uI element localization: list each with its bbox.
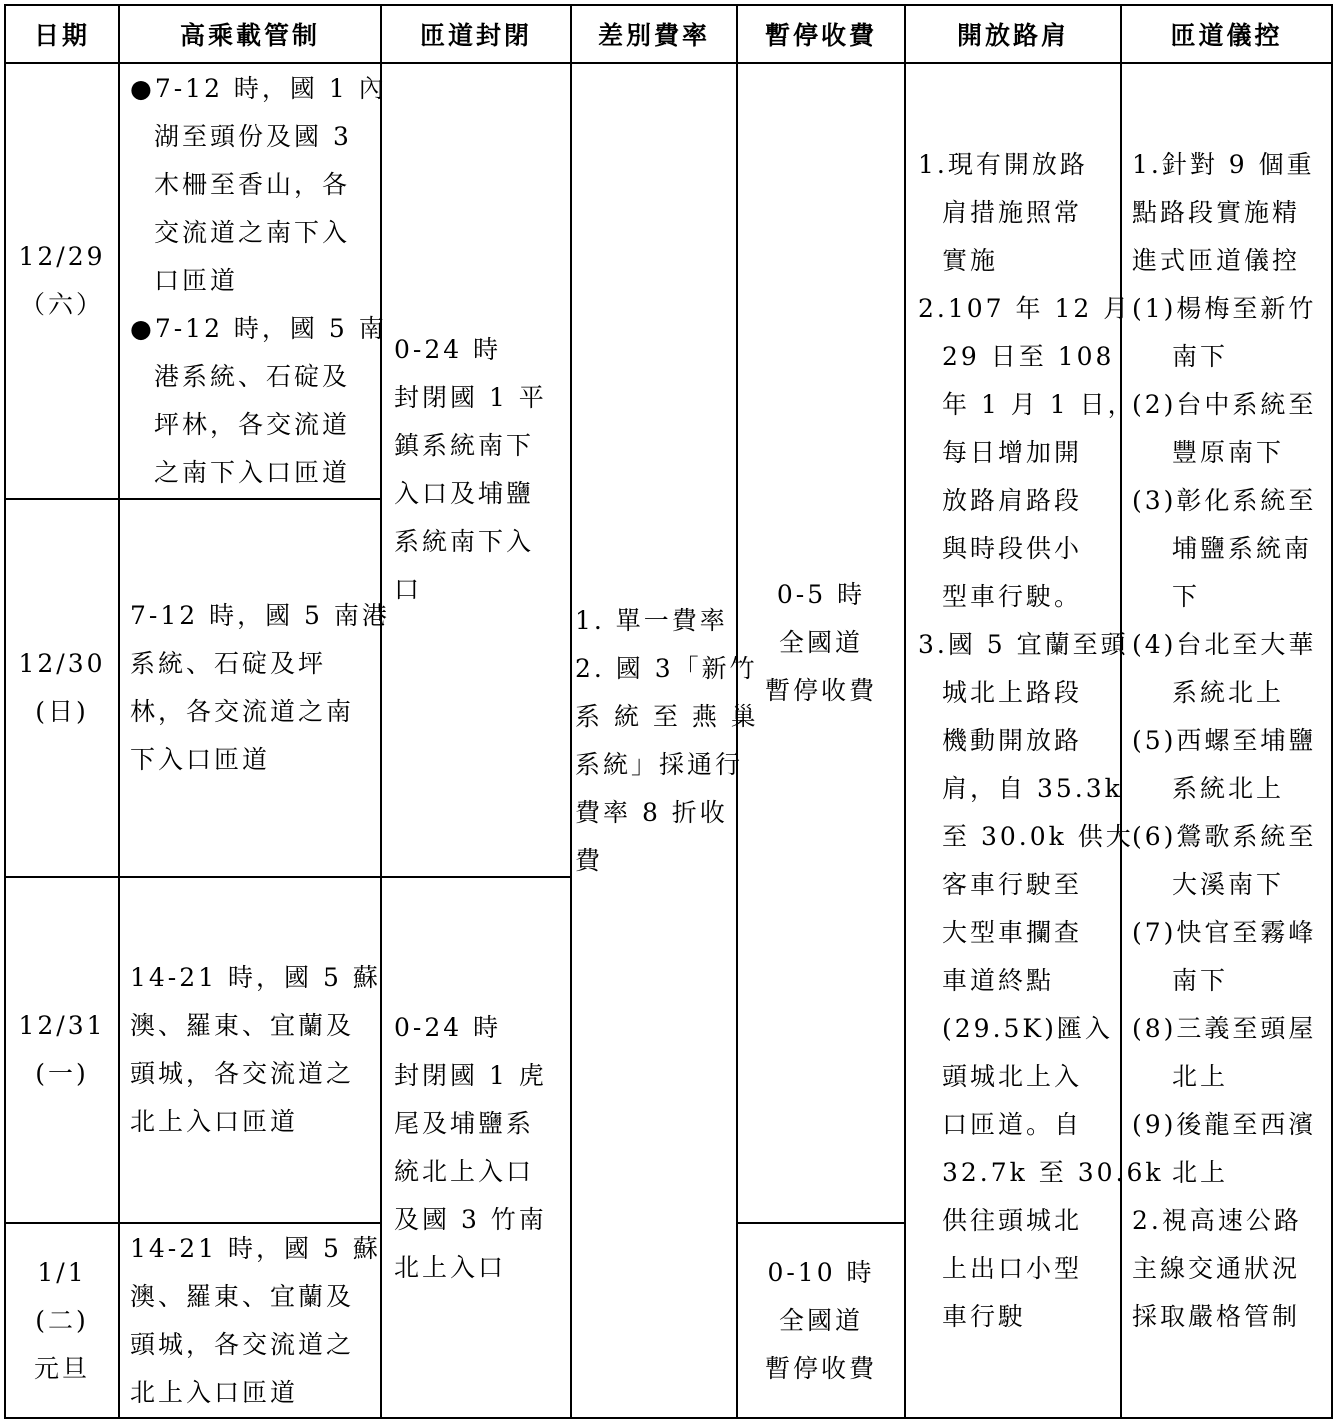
metering-line: (2)台中系統至 — [1132, 389, 1317, 419]
header-row — [5, 5, 1332, 63]
rate-line: 系 統 至 燕 巢 — [575, 701, 759, 731]
rate-line: 系統」採通行 — [575, 749, 744, 779]
rate-line: 費率 8 折收 — [575, 797, 728, 827]
hov-line: 澳、羅東、宜蘭及 — [130, 1281, 355, 1311]
hov-cell-0101 — [119, 1223, 381, 1418]
metering-line: 北上 — [1172, 1061, 1229, 1091]
date-cell-1231 — [5, 877, 119, 1223]
ramp-line: 入口及埔鹽 — [394, 479, 535, 508]
hov-cell-1230 — [119, 499, 390, 877]
weekday-text: (日) — [35, 697, 89, 726]
shoulder-line: 與時段供小 — [942, 533, 1083, 563]
hov-line: 下入口匝道 — [130, 745, 271, 774]
shoulder-line: 1.現有開放路 — [918, 149, 1088, 179]
metering-line: (3)彰化系統至 — [1132, 485, 1317, 515]
shoulder-line: 大型車攔查 — [942, 917, 1083, 947]
header-ramp-metering: 匝道儀控 — [1121, 5, 1332, 63]
hov-line: 交流道之南下入 — [154, 218, 351, 247]
toll-line: 暫停收費 — [764, 1353, 877, 1383]
metering-line: 大溪南下 — [1172, 869, 1285, 899]
header-ramp-closure: 匝道封閉 — [381, 5, 571, 63]
row-1229 — [5, 63, 1332, 499]
rate-line: 費 — [575, 845, 604, 875]
shoulder-line: 機動開放路 — [942, 725, 1083, 755]
metering-line: (4)台北至大華 — [1132, 629, 1317, 659]
shoulder-line: 29 日至 108 — [942, 341, 1115, 371]
holiday-text: 元旦 — [33, 1353, 90, 1383]
shoulder-line: 肩，自 35.3k — [942, 773, 1123, 803]
ramp-line: 統北上入口 — [394, 1156, 535, 1186]
date-text: 12/31 — [18, 1011, 106, 1040]
hov-line: 林，各交流道之南 — [130, 697, 355, 726]
hov-line: 頭城，各交流道之 — [130, 1059, 355, 1088]
shoulder-line: 年 1 月 1 日， — [942, 389, 1136, 419]
shoulder-line: 3.國 5 宜蘭至頭 — [918, 629, 1129, 659]
metering-line: 下 — [1172, 581, 1201, 611]
ramp-closure-cell-1 — [381, 63, 571, 877]
shoulder-line: 2.107 年 12 月 — [918, 293, 1132, 323]
ramp-line: 0-24 時 — [394, 335, 502, 364]
hov-line: 之南下入口匝道 — [154, 458, 351, 487]
hov-cell-1231 — [119, 877, 381, 1223]
toll-line: 暫停收費 — [764, 676, 877, 705]
ramp-line: 尾及埔鹽系 — [394, 1108, 535, 1138]
weekday-text: (二) — [35, 1305, 89, 1335]
shoulder-line: 肩措施照常 — [942, 197, 1083, 227]
metering-line: (6)鶯歌系統至 — [1132, 821, 1317, 851]
shoulder-line: 車行駛 — [942, 1301, 1027, 1331]
metering-line: 埔鹽系統南 — [1172, 533, 1313, 563]
traffic-control-table — [4, 4, 1333, 1419]
toll-line: 0-10 時 — [767, 1257, 875, 1287]
toll-line: 0-5 時 — [776, 580, 866, 609]
weekday-text: (一) — [35, 1059, 89, 1088]
shoulder-line: 供往頭城北 — [942, 1205, 1083, 1235]
hov-line: 北上入口匝道 — [130, 1377, 299, 1407]
metering-line: 南下 — [1172, 965, 1229, 995]
shoulder-line: 客車行駛至 — [942, 869, 1083, 899]
rate-line: 1. 單一費率 — [575, 605, 728, 635]
ramp-line: 口 — [394, 575, 423, 604]
hov-line: 14-21 時，國 5 蘇 — [130, 1233, 381, 1263]
hov-line: 湖至頭份及國 3 — [154, 122, 352, 151]
ramp-line: 鎮系統南下 — [394, 431, 535, 460]
shoulder-line: 車道終點 — [942, 965, 1055, 995]
date-cell-1229 — [5, 63, 119, 499]
metering-line: 系統北上 — [1172, 773, 1285, 803]
hov-cell-1229 — [119, 63, 387, 499]
metering-line: 系統北上 — [1172, 677, 1285, 707]
date-text: 1/1 — [37, 1257, 87, 1287]
toll-suspension-cell-2 — [737, 1223, 905, 1418]
hov-line: 系統、石碇及坪 — [130, 649, 327, 678]
shoulder-line: 型車行駛。 — [942, 581, 1083, 611]
ramp-line: 0-24 時 — [394, 1012, 502, 1042]
header-differential-rate: 差別費率 — [571, 5, 737, 63]
header-shoulder-opening: 開放路肩 — [905, 5, 1121, 63]
shoulder-line: (29.5K)匯入 — [942, 1013, 1113, 1043]
hov-line: 北上入口匝道 — [130, 1107, 299, 1136]
metering-line: (7)快官至霧峰 — [1132, 917, 1317, 947]
hov-line: 澳、羅東、宜蘭及 — [130, 1011, 355, 1040]
toll-line: 全國道 — [778, 1305, 863, 1335]
metering-line: 進式匝道儀控 — [1132, 245, 1301, 275]
shoulder-line: 放路肩路段 — [942, 485, 1083, 515]
metering-line: 北上 — [1172, 1157, 1229, 1187]
metering-line: (9)後龍至西濱 — [1132, 1109, 1317, 1139]
ramp-line: 封閉國 1 平 — [394, 383, 547, 412]
metering-line: (1)楊梅至新竹 — [1132, 293, 1317, 323]
date-text: 12/29 — [18, 242, 106, 271]
toll-suspension-cell-1 — [737, 63, 905, 1223]
ramp-closure-cell-2 — [381, 877, 571, 1418]
hov-line: 14-21 時，國 5 蘇 — [130, 963, 381, 992]
shoulder-line: 至 30.0k 供大 — [942, 821, 1134, 851]
date-cell-0101 — [5, 1223, 119, 1418]
rate-line: 2. 國 3「新竹 — [575, 653, 758, 683]
metering-line: 點路段實施精 — [1132, 197, 1301, 227]
ramp-metering-cell — [1121, 63, 1332, 1418]
hov-line: ●7-12 時，國 1 內 — [130, 74, 387, 103]
hov-line: ●7-12 時，國 5 南 — [130, 314, 387, 343]
ramp-line: 封閉國 1 虎 — [394, 1060, 547, 1090]
hov-line: 7-12 時，國 5 南港 — [130, 601, 390, 630]
shoulder-line: 上出口小型 — [942, 1253, 1083, 1283]
header-toll-suspension: 暫停收費 — [737, 5, 905, 63]
shoulder-line: 城北上路段 — [942, 677, 1083, 707]
metering-line: 豐原南下 — [1172, 437, 1285, 467]
metering-line: 2.視高速公路 — [1132, 1205, 1302, 1235]
metering-line: 採取嚴格管制 — [1132, 1301, 1301, 1331]
hov-line: 坪林，各交流道 — [154, 410, 351, 439]
differential-rate-cell — [571, 63, 759, 1418]
weekday-text: （六） — [19, 290, 104, 319]
shoulder-line: 實施 — [942, 245, 999, 275]
ramp-line: 北上入口 — [394, 1252, 507, 1282]
shoulder-line: 32.7k 至 30.6k — [942, 1157, 1164, 1187]
metering-line: 1.針對 9 個重 — [1132, 149, 1315, 179]
shoulder-opening-cell — [905, 63, 1164, 1418]
hov-line: 頭城，各交流道之 — [130, 1329, 355, 1359]
header-hov-control: 高乘載管制 — [119, 5, 381, 63]
metering-line: 主線交通狀況 — [1132, 1253, 1301, 1283]
hov-line: 木柵至香山，各 — [154, 170, 351, 199]
date-cell-1230 — [5, 499, 119, 877]
header-date: 日期 — [5, 5, 119, 63]
shoulder-line: 頭城北上入 — [942, 1061, 1083, 1091]
hov-line: 口匝道 — [154, 266, 239, 295]
metering-line: (8)三義至頭屋 — [1132, 1013, 1317, 1043]
metering-line: (5)西螺至埔鹽 — [1132, 725, 1317, 755]
shoulder-line: 口匝道。自 — [942, 1109, 1083, 1139]
toll-line: 全國道 — [778, 628, 863, 657]
ramp-line: 及國 3 竹南 — [394, 1204, 547, 1234]
shoulder-line: 每日增加開 — [942, 437, 1083, 467]
date-text: 12/30 — [18, 649, 106, 678]
hov-line: 港系統、石碇及 — [154, 362, 351, 391]
metering-line: 南下 — [1172, 341, 1229, 371]
ramp-line: 系統南下入 — [394, 527, 535, 556]
